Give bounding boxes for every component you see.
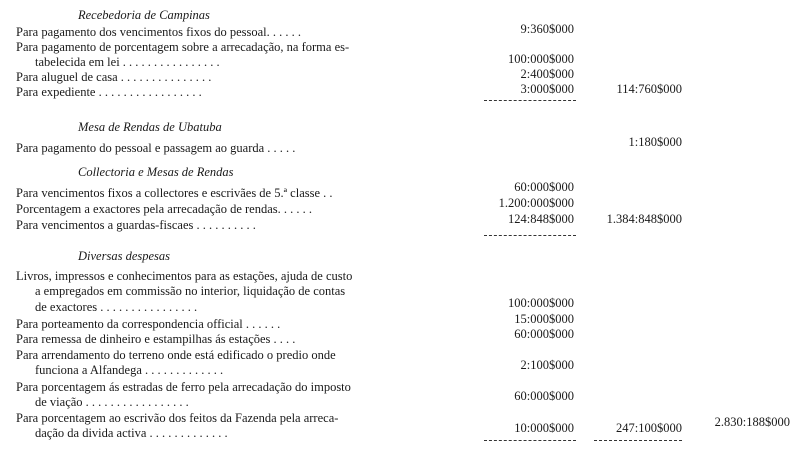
amount: 100:000$000 [508,52,574,66]
amount: 15:000$000 [514,312,574,326]
line-item-text: Para vencimentos a guardas-fiscaes . . . . . . . . . . [16,219,256,232]
dashed-rule [484,100,576,101]
line-item-text: Para pagamento dos vencimentos fixos do pessoal. . . . . . [16,26,302,39]
subtotal: 1:180$000 [628,135,682,149]
line-item-text: a empregados em commissão no interior, liquidação de contas [35,285,346,298]
line-item-text: Porcentagem a exactores pela arrecadação de rendas. . . . . . [16,203,313,216]
amount: 60:000$000 [514,389,574,403]
line-item-text: Para expediente . . . . . . . . . . . . . . . . . [16,86,202,99]
line-item-text: Para pagamento do pessoal e passagem ao guarda . . . . . [16,142,296,155]
dashed-rule [484,235,576,236]
amount: 124:848$000 [508,212,574,226]
line-item-text: Para vencimentos fixos a collectores e escrivães de 5.ª classe . . [16,187,333,200]
amount: 100:000$000 [508,296,574,310]
amount: 2:100$000 [520,358,574,372]
amount: 9:360$000 [520,22,574,36]
section-heading-collectoria: Collectoria e Mesas de Rendas [78,165,234,179]
line-item-text: Para porteamento da correspondencia official . . . . . . [16,318,281,331]
section-heading-diversas: Diversas despesas [78,249,171,263]
amount: 1.200:000$000 [498,196,574,210]
subtotal: 1.384:848$000 [606,212,682,226]
line-item-text: Para porcentagem ás estradas de ferro pela arrecadação do imposto [16,381,351,394]
section-heading-recebedoria: Recebedoria de Campinas [78,8,210,22]
amount: 10:000$000 [514,421,574,435]
line-item-text: Para pagamento de porcentagem sobre a arrecadação, na forma es- [16,41,350,54]
line-item-text: de viação . . . . . . . . . . . . . . . . . [35,396,189,409]
line-item-text: Para remessa de dinheiro e estampilhas ás estações . . . . [16,333,296,346]
dashed-rule [594,440,682,441]
line-item-text: Livros, impressos e conhecimentos para as estações, ajuda de custo [16,270,353,283]
line-item-text: de exactores . . . . . . . . . . . . . . . . [35,301,198,314]
line-item-text: Para arrendamento do terreno onde está edificado o predio onde [16,349,336,362]
dashed-rule [484,440,576,441]
line-item-text: funciona a Alfandega . . . . . . . . . . . . . [35,364,224,377]
amount: 60:000$000 [514,180,574,194]
line-item-text: tabelecida em lei . . . . . . . . . . . . . . . . [35,56,220,69]
line-item-text: dação da divida activa . . . . . . . . . . . . . [35,427,228,440]
amount: 2:400$000 [520,67,574,81]
subtotal: 247:100$000 [616,421,682,435]
section-heading-ubatuba: Mesa de Rendas de Ubatuba [78,120,222,134]
subtotal: 114:760$000 [616,82,682,96]
amount: 60:000$000 [514,327,574,341]
grand-total: 2.830:188$000 [714,415,790,429]
line-item-text: Para aluguel de casa . . . . . . . . . . . . . . . [16,71,212,84]
line-item-text: Para porcentagem ao escrivão dos feitos da Fazenda pela arreca- [16,412,339,425]
amount: 3:000$000 [520,82,574,96]
